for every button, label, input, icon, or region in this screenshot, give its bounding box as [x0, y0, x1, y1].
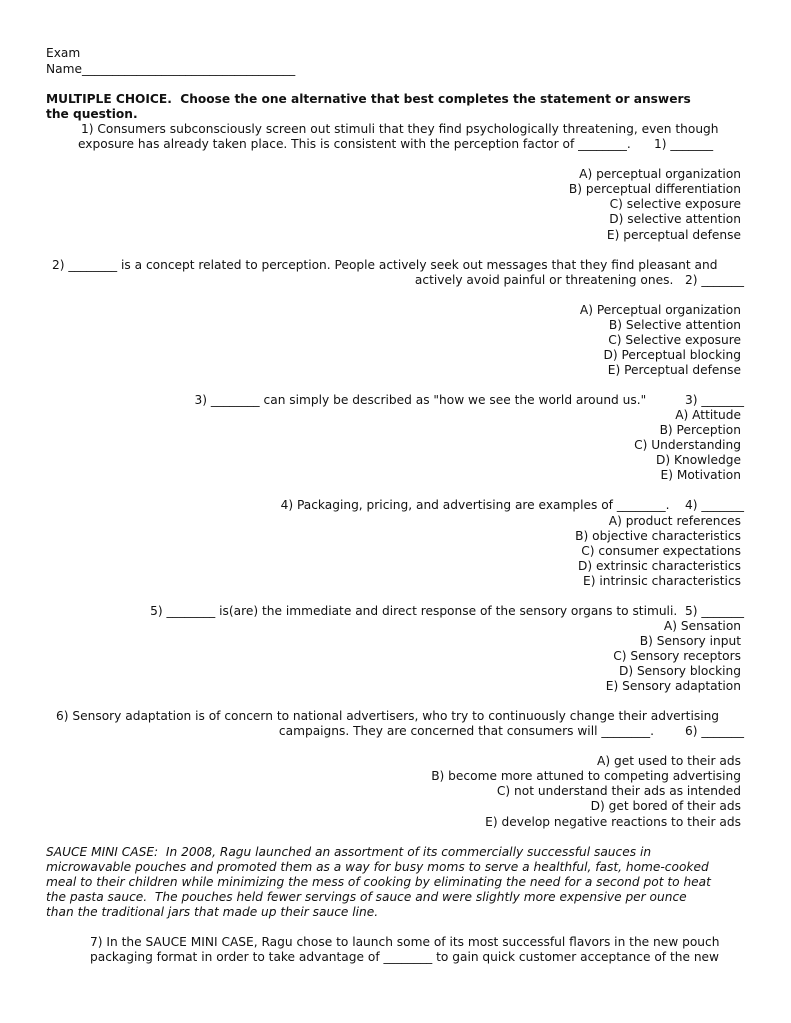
- question-5-option-e: E) Sensory adaptation: [605, 679, 741, 693]
- question-6-option-b: B) become more attuned to competing advertising: [431, 769, 741, 783]
- case-line-5: than the traditional jars that made up their sauce line.: [46, 905, 379, 919]
- case-line-3: meal to their children while minimizing the mess of cooking by eliminating the need for a second pot to heat: [46, 875, 711, 889]
- question-1-line-2: exposure has already taken place. This is consistent with the perception factor of ________. 1) _______: [78, 137, 714, 151]
- question-4-option-c: C) consumer expectations: [581, 544, 741, 558]
- question-1-option-b: B) perceptual differentiation: [568, 182, 741, 196]
- question-5-option-b: B) Sensory input: [639, 634, 741, 648]
- question-2-option-c: C) Selective exposure: [608, 333, 741, 347]
- question-3-option-a: A) Attitude: [675, 408, 741, 422]
- question-3-option-d: D) Knowledge: [655, 453, 741, 467]
- question-6-option-c: C) not understand their ads as intended: [496, 784, 741, 798]
- question-4-option-b: B) objective characteristics: [575, 529, 741, 543]
- question-6-line-2: campaigns. They are concerned that consumers will ________. 6) _______: [278, 724, 744, 738]
- instructions-line-2: the question.: [46, 107, 138, 121]
- question-5-option-d: D) Sensory blocking: [618, 664, 741, 678]
- question-2-line-2: actively avoid painful or threatening ones. 2) _______: [414, 273, 744, 287]
- question-6-line-1: 6) Sensory adaptation is of concern to national advertisers, who try to continuously change their advertising: [56, 709, 720, 723]
- question-3-option-b: B) Perception: [659, 423, 741, 437]
- question-3-option-c: C) Understanding: [634, 438, 741, 452]
- question-6-option-d: D) get bored of their ads: [590, 799, 741, 813]
- question-2-line-1: 2) ________ is a concept related to perception. People actively seek out messages that they find pleasant and: [52, 258, 718, 272]
- question-4-option-d: D) extrinsic characteristics: [577, 559, 741, 573]
- question-4-option-a: A) product references: [608, 514, 741, 528]
- question-5-option-c: C) Sensory receptors: [613, 649, 741, 663]
- question-7-line-2: packaging format in order to take advantage of ________ to gain quick customer acceptance of the new: [90, 950, 720, 964]
- question-4-line-1: 4) Packaging, pricing, and advertising are examples of ________. 4) _______: [280, 498, 744, 512]
- instructions-line-1: MULTIPLE CHOICE. Choose the one alternative that best completes the statement or answers: [46, 92, 691, 106]
- question-5-line-1: 5) ________ is(are) the immediate and direct response of the sensory organs to stimuli. 5) _______: [150, 604, 744, 618]
- case-line-4: the pasta sauce. The pouches held fewer servings of sauce and were slightly more expensive per ounce: [46, 890, 687, 904]
- case-line-1: SAUCE MINI CASE: In 2008, Ragu launched an assortment of its commercially successful sauces in: [46, 845, 652, 859]
- question-5-option-a: A) Sensation: [663, 619, 741, 633]
- question-3-option-e: E) Motivation: [660, 468, 741, 482]
- question-1-option-c: C) selective exposure: [609, 197, 741, 211]
- question-7-line-1: 7) In the SAUCE MINI CASE, Ragu chose to launch some of its most successful flavors in the new pouch: [90, 935, 720, 949]
- question-2-option-d: D) Perceptual blocking: [603, 348, 741, 362]
- exam-label: Exam: [46, 46, 81, 60]
- question-1-option-e: E) perceptual defense: [606, 228, 741, 242]
- question-4-option-e: E) intrinsic characteristics: [583, 574, 741, 588]
- question-1-option-a: A) perceptual organization: [579, 167, 741, 181]
- question-3-line-1: 3) ________ can simply be described as "how we see the world around us." 3) _______: [194, 393, 744, 407]
- question-1-option-d: D) selective attention: [609, 212, 741, 226]
- question-2-option-a: A) Perceptual organization: [579, 303, 741, 317]
- question-2-option-e: E) Perceptual defense: [607, 363, 741, 377]
- question-2-option-b: B) Selective attention: [608, 318, 741, 332]
- case-line-2: microwavable pouches and promoted them as a way for busy moms to serve a healthful, fast, home-cooked: [46, 860, 709, 874]
- name-field-label: Name___________________________________: [46, 62, 296, 76]
- question-6-option-e: E) develop negative reactions to their ads: [485, 815, 741, 829]
- question-1-line-1: 1) Consumers subconsciously screen out stimuli that they find psychologically threatening, even though: [81, 122, 719, 136]
- question-6-option-a: A) get used to their ads: [597, 754, 741, 768]
